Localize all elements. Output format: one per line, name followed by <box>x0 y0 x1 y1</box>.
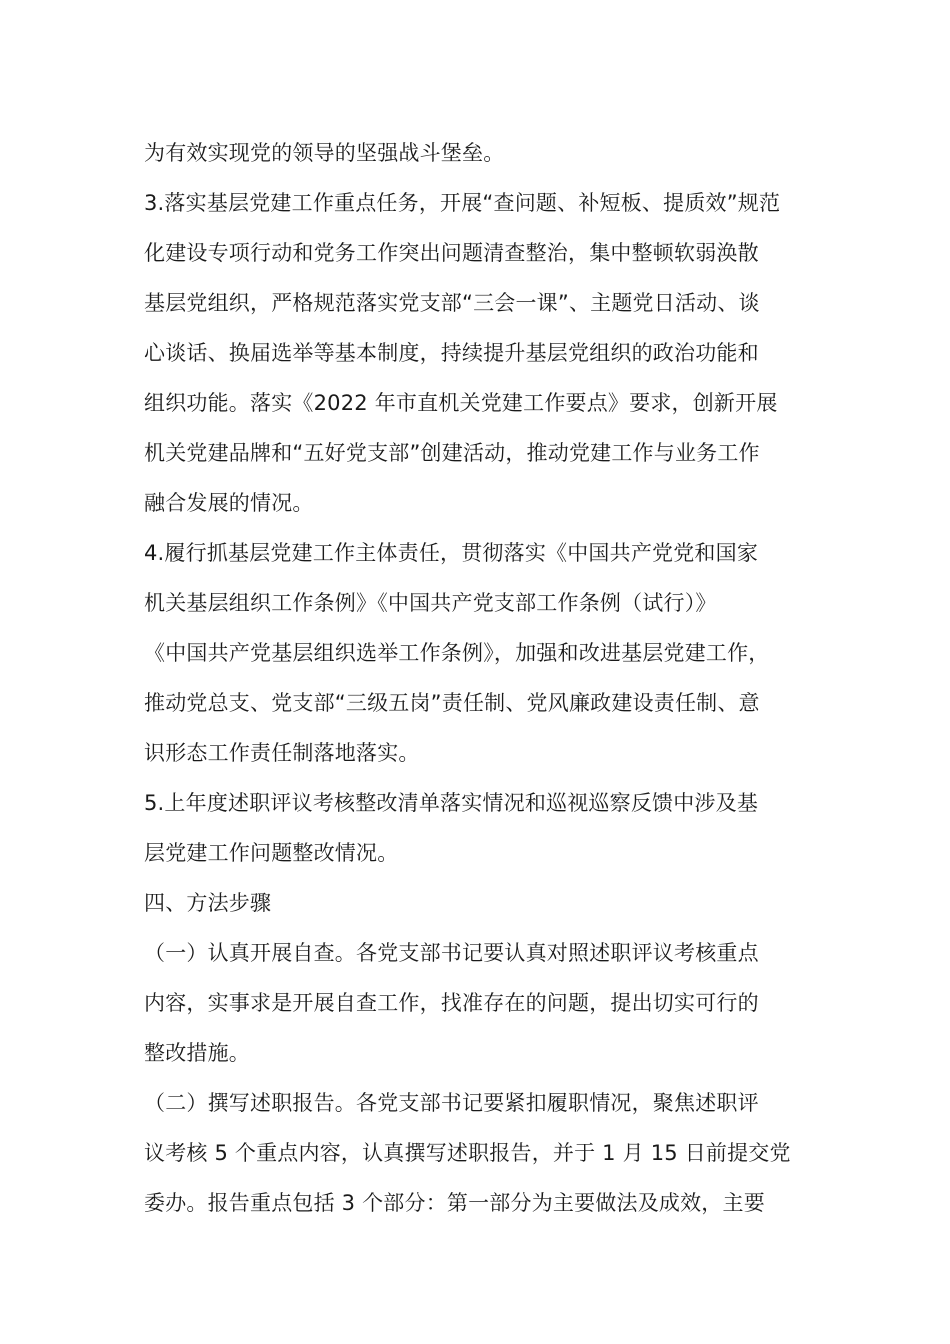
text-line: 《中国共产党基层组织选举工作条例》，加强和改进基层党建工作， <box>144 641 770 665</box>
text-line: 融合发展的情况。 <box>144 491 314 515</box>
text-line: （二）撰写述职报告。各党支部书记要紧扣履职情况，聚焦述职评 <box>144 1091 759 1115</box>
text-line: 3.落实基层党建工作重点任务，开展“查问题、补短板、提质效”规范 <box>144 191 781 215</box>
text-line: 基层党组织，严格规范落实党支部“三会一课”、主题党日活动、谈 <box>144 291 760 315</box>
text-line: 5.上年度述职评议考核整改清单落实情况和巡视巡察反馈中涉及基 <box>144 791 759 815</box>
text-line: 推动党总支、党支部“三级五岗”责任制、党风廉政建设责任制、意 <box>144 691 760 715</box>
text-line: 化建设专项行动和党务工作突出问题清查整治，集中整顿软弱涣散 <box>144 241 759 265</box>
section-heading: 四、方法步骤 <box>144 891 272 915</box>
text-line: 组织功能。落实《2022 年市直机关党建工作要点》要求，创新开展 <box>144 391 778 415</box>
text-line: 机关基层组织工作条例》《中国共产党支部工作条例（试行）》 <box>144 591 717 615</box>
text-line: 委办。报告重点包括 3 个部分：第一部分为主要做法及成效，主要 <box>144 1191 765 1215</box>
document-body <box>144 128 834 1228</box>
text-line: 内容，实事求是开展自查工作，找准存在的问题，提出切实可行的 <box>144 991 759 1015</box>
text-line: 整改措施。 <box>144 1041 250 1065</box>
text-line: 心谈话、换届选举等基本制度，持续提升基层党组织的政治功能和 <box>144 341 759 365</box>
text-line: 层党建工作问题整改情况。 <box>144 841 399 865</box>
text-line: （一）认真开展自查。各党支部书记要认真对照述职评议考核重点 <box>144 941 759 965</box>
text-line: 识形态工作责任制落地落实。 <box>144 741 420 765</box>
text-line: 机关党建品牌和“五好党支部”创建活动，推动党建工作与业务工作 <box>144 441 760 465</box>
text-line: 为有效实现党的领导的坚强战斗堡垒。 <box>144 141 505 165</box>
text-line: 4.履行抓基层党建工作主体责任，贯彻落实《中国共产党党和国家 <box>144 541 759 565</box>
text-line: 议考核 5 个重点内容，认真撰写述职报告，并于 1 月 15 日前提交党 <box>144 1141 791 1165</box>
